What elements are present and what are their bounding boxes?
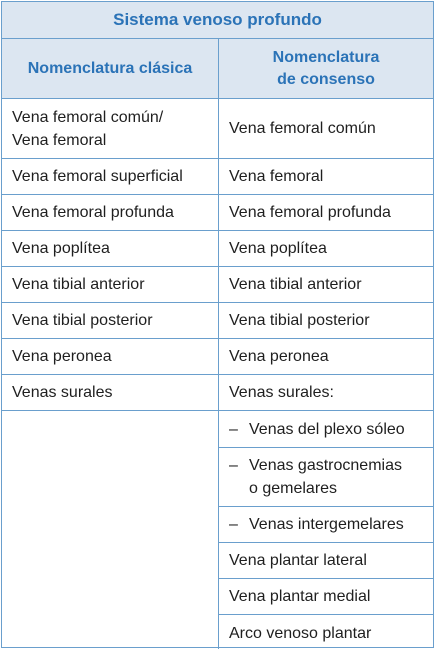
table-title: Sistema venoso profundo <box>2 2 433 39</box>
consensus-cell: Vena femoral común <box>229 120 376 137</box>
table-row <box>2 159 433 195</box>
consensus-cell: Vena tibial posterior <box>229 312 370 329</box>
classic-cell <box>2 99 219 158</box>
classic-text <box>12 106 163 152</box>
dash-marker: – <box>229 457 238 474</box>
dash-marker: – <box>229 420 238 438</box>
classic-cell: Vena femoral superficial <box>2 159 219 194</box>
consensus-cell: Venas surales: <box>229 384 334 401</box>
surales-subgroup <box>2 411 433 651</box>
consensus-cell <box>219 448 402 506</box>
classic-cell: Vena peronea <box>2 339 219 374</box>
consensus-cell: Vena plantar lateral <box>229 552 367 569</box>
empty-classic-cell <box>2 411 219 649</box>
table-row <box>219 448 433 507</box>
consensus-cell: Vena tibial anterior <box>229 276 362 293</box>
table-row <box>219 615 433 651</box>
table-row <box>219 507 433 543</box>
classic-cell: Vena poplítea <box>2 231 219 266</box>
consensus-cell: Vena femoral <box>229 168 324 185</box>
header-consensus-line-1: Nomenclatura <box>272 48 380 66</box>
header-consensus-line-2: de consenso <box>277 70 375 88</box>
classic-cell: Vena tibial anterior <box>2 267 219 302</box>
consensus-cell <box>219 411 405 447</box>
venous-system-table <box>1 1 434 648</box>
header-classic <box>2 39 219 98</box>
header-consensus-label <box>273 47 380 91</box>
header-classic-label: Nomenclatura clásica <box>27 59 193 77</box>
table-row <box>2 303 433 339</box>
consensus-cell: Vena poplítea <box>229 240 327 257</box>
table-row <box>219 543 433 579</box>
classic-cell: Vena tibial posterior <box>2 303 219 338</box>
classic-line: Vena femoral <box>12 131 107 149</box>
table-row <box>219 411 433 448</box>
consensus-cell <box>219 507 404 542</box>
table-row <box>2 231 433 267</box>
table-row <box>2 375 433 411</box>
consensus-line: o gemelares <box>249 480 338 497</box>
consensus-text: Venas intergemelares <box>249 516 404 533</box>
classic-cell: Venas surales <box>2 375 219 410</box>
consensus-cell: Vena plantar medial <box>229 588 371 605</box>
classic-line: Vena femoral común/ <box>12 108 164 126</box>
header-row <box>2 39 433 99</box>
consensus-cell: Vena peronea <box>229 348 329 365</box>
consensus-cell: Arco venoso plantar <box>229 624 372 642</box>
table-row <box>2 267 433 303</box>
consensus-text <box>249 454 402 500</box>
dash-marker: – <box>229 516 238 533</box>
consensus-text: Venas del plexo sóleo <box>249 420 405 438</box>
table-row <box>2 339 433 375</box>
consensus-line: Venas gastrocnemias <box>249 457 402 474</box>
classic-cell: Vena femoral profunda <box>2 195 219 230</box>
header-consensus <box>219 39 433 98</box>
consensus-subgroup <box>219 411 433 651</box>
table-row <box>2 99 433 159</box>
table-row <box>219 579 433 615</box>
table-row <box>2 195 433 231</box>
consensus-cell: Vena femoral profunda <box>229 204 391 221</box>
